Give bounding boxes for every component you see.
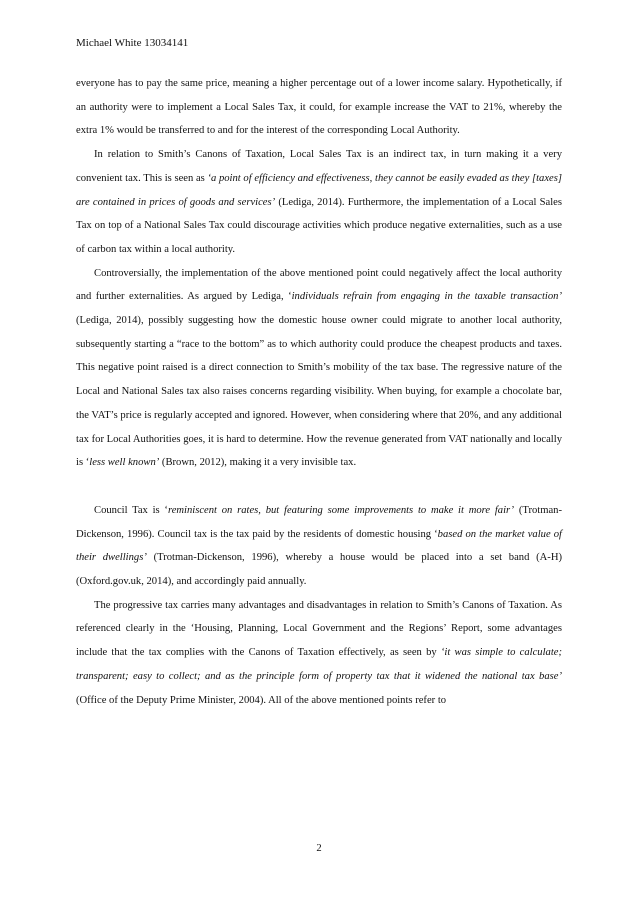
italic-quote: individuals refrain from engaging in the taxable transaction’: [291, 291, 562, 303]
paragraph: [76, 72, 562, 143]
text-run: (Trotman-Dickenson, 1996), whereby a house would be placed into a set band (A-H) (Oxford.gov.uk, 2014), and accordingly paid annually.: [76, 552, 562, 588]
italic-quote: ‘a point of efficiency and effectiveness, they cannot be easily evaded as they [taxes] are contained in prices of goods and services’: [76, 172, 562, 208]
text-run: Controversially, the implementation of the above mentioned point could negatively affect the local authority and further externalities. As argued by Lediga, ‘: [76, 267, 562, 303]
paragraph: [76, 594, 562, 713]
text-run: (Brown, 2012), making it a very invisible tax.: [159, 457, 357, 469]
page-header: Michael White 13034141: [76, 37, 189, 49]
text-run: (Office of the Deputy Prime Minister, 2004). All of the above mentioned points refer to: [76, 694, 447, 706]
page-number: 2: [316, 843, 322, 854]
text-run: Council Tax is ‘: [94, 504, 168, 516]
body-text: [76, 72, 562, 712]
text-run: (Trotman-Dickenson, 1996). Council tax is the tax paid by the residents of domestic housing ‘: [76, 504, 563, 540]
italic-quote: reminiscent on rates, but featuring some improvements to make it more fair’: [167, 504, 515, 516]
text-run: (Lediga, 2014). Furthermore, the implementation of a Local Sales Tax on top of a National Sales Tax could discourage activities which produce negative externalities, such as a use of carbon tax within a local authority.: [76, 196, 563, 255]
paragraph: [76, 499, 562, 594]
italic-quote: based on the market value of their dwellings’: [76, 528, 562, 564]
paragraph: [76, 143, 562, 262]
text-run: (Lediga, 2014), possibly suggesting how the domestic house owner could migrate to another local authority, subsequently starting a “race to the bottom” as to which authority could produce the cheapest products and taxes. This negative point raised is a direct connection to Smith’s mobility of the tax base. The regressive nature of the Local and National Sales tax also raises concerns regarding visibility. When buying, for example a chocolate bar, the VAT’s price is regularly accepted and ignored. However, when considering where that 20%, and any additional tax for Local Authorities goes, it is hard to determine. How the revenue generated from VAT nationally and locally is ‘: [76, 315, 562, 469]
paragraph-gap: [76, 475, 562, 499]
text-run: everyone has to pay the same price, meaning a higher percentage out of a lower income salary. Hypothetically, if an authority were to implement a Local Sales Tax, it could, for example increase the VAT to 21%, whereby the extra 1% would be transferred to and for the interest of the corresponding Local Authority.: [76, 78, 562, 137]
italic-quote: less well known’: [89, 457, 160, 469]
text-run: In relation to Smith’s Canons of Taxation, Local Sales Tax is an indirect tax, in turn making it a very convenient tax. This is seen as: [76, 149, 562, 184]
paragraph: [76, 262, 562, 475]
text-run: The progressive tax carries many advantages and disadvantages in relation to Smith’s Canons of Taxation. As referenced clearly in the ‘Housing, Planning, Local Government and the Regions’ Report, some advantages include that the tax complies with the Canons of Taxation effectively, as seen by: [76, 599, 562, 659]
italic-quote: ‘it was simple to calculate; transparent; easy to collect; and as the principle form of property tax that it widened the national tax base’: [76, 647, 563, 682]
